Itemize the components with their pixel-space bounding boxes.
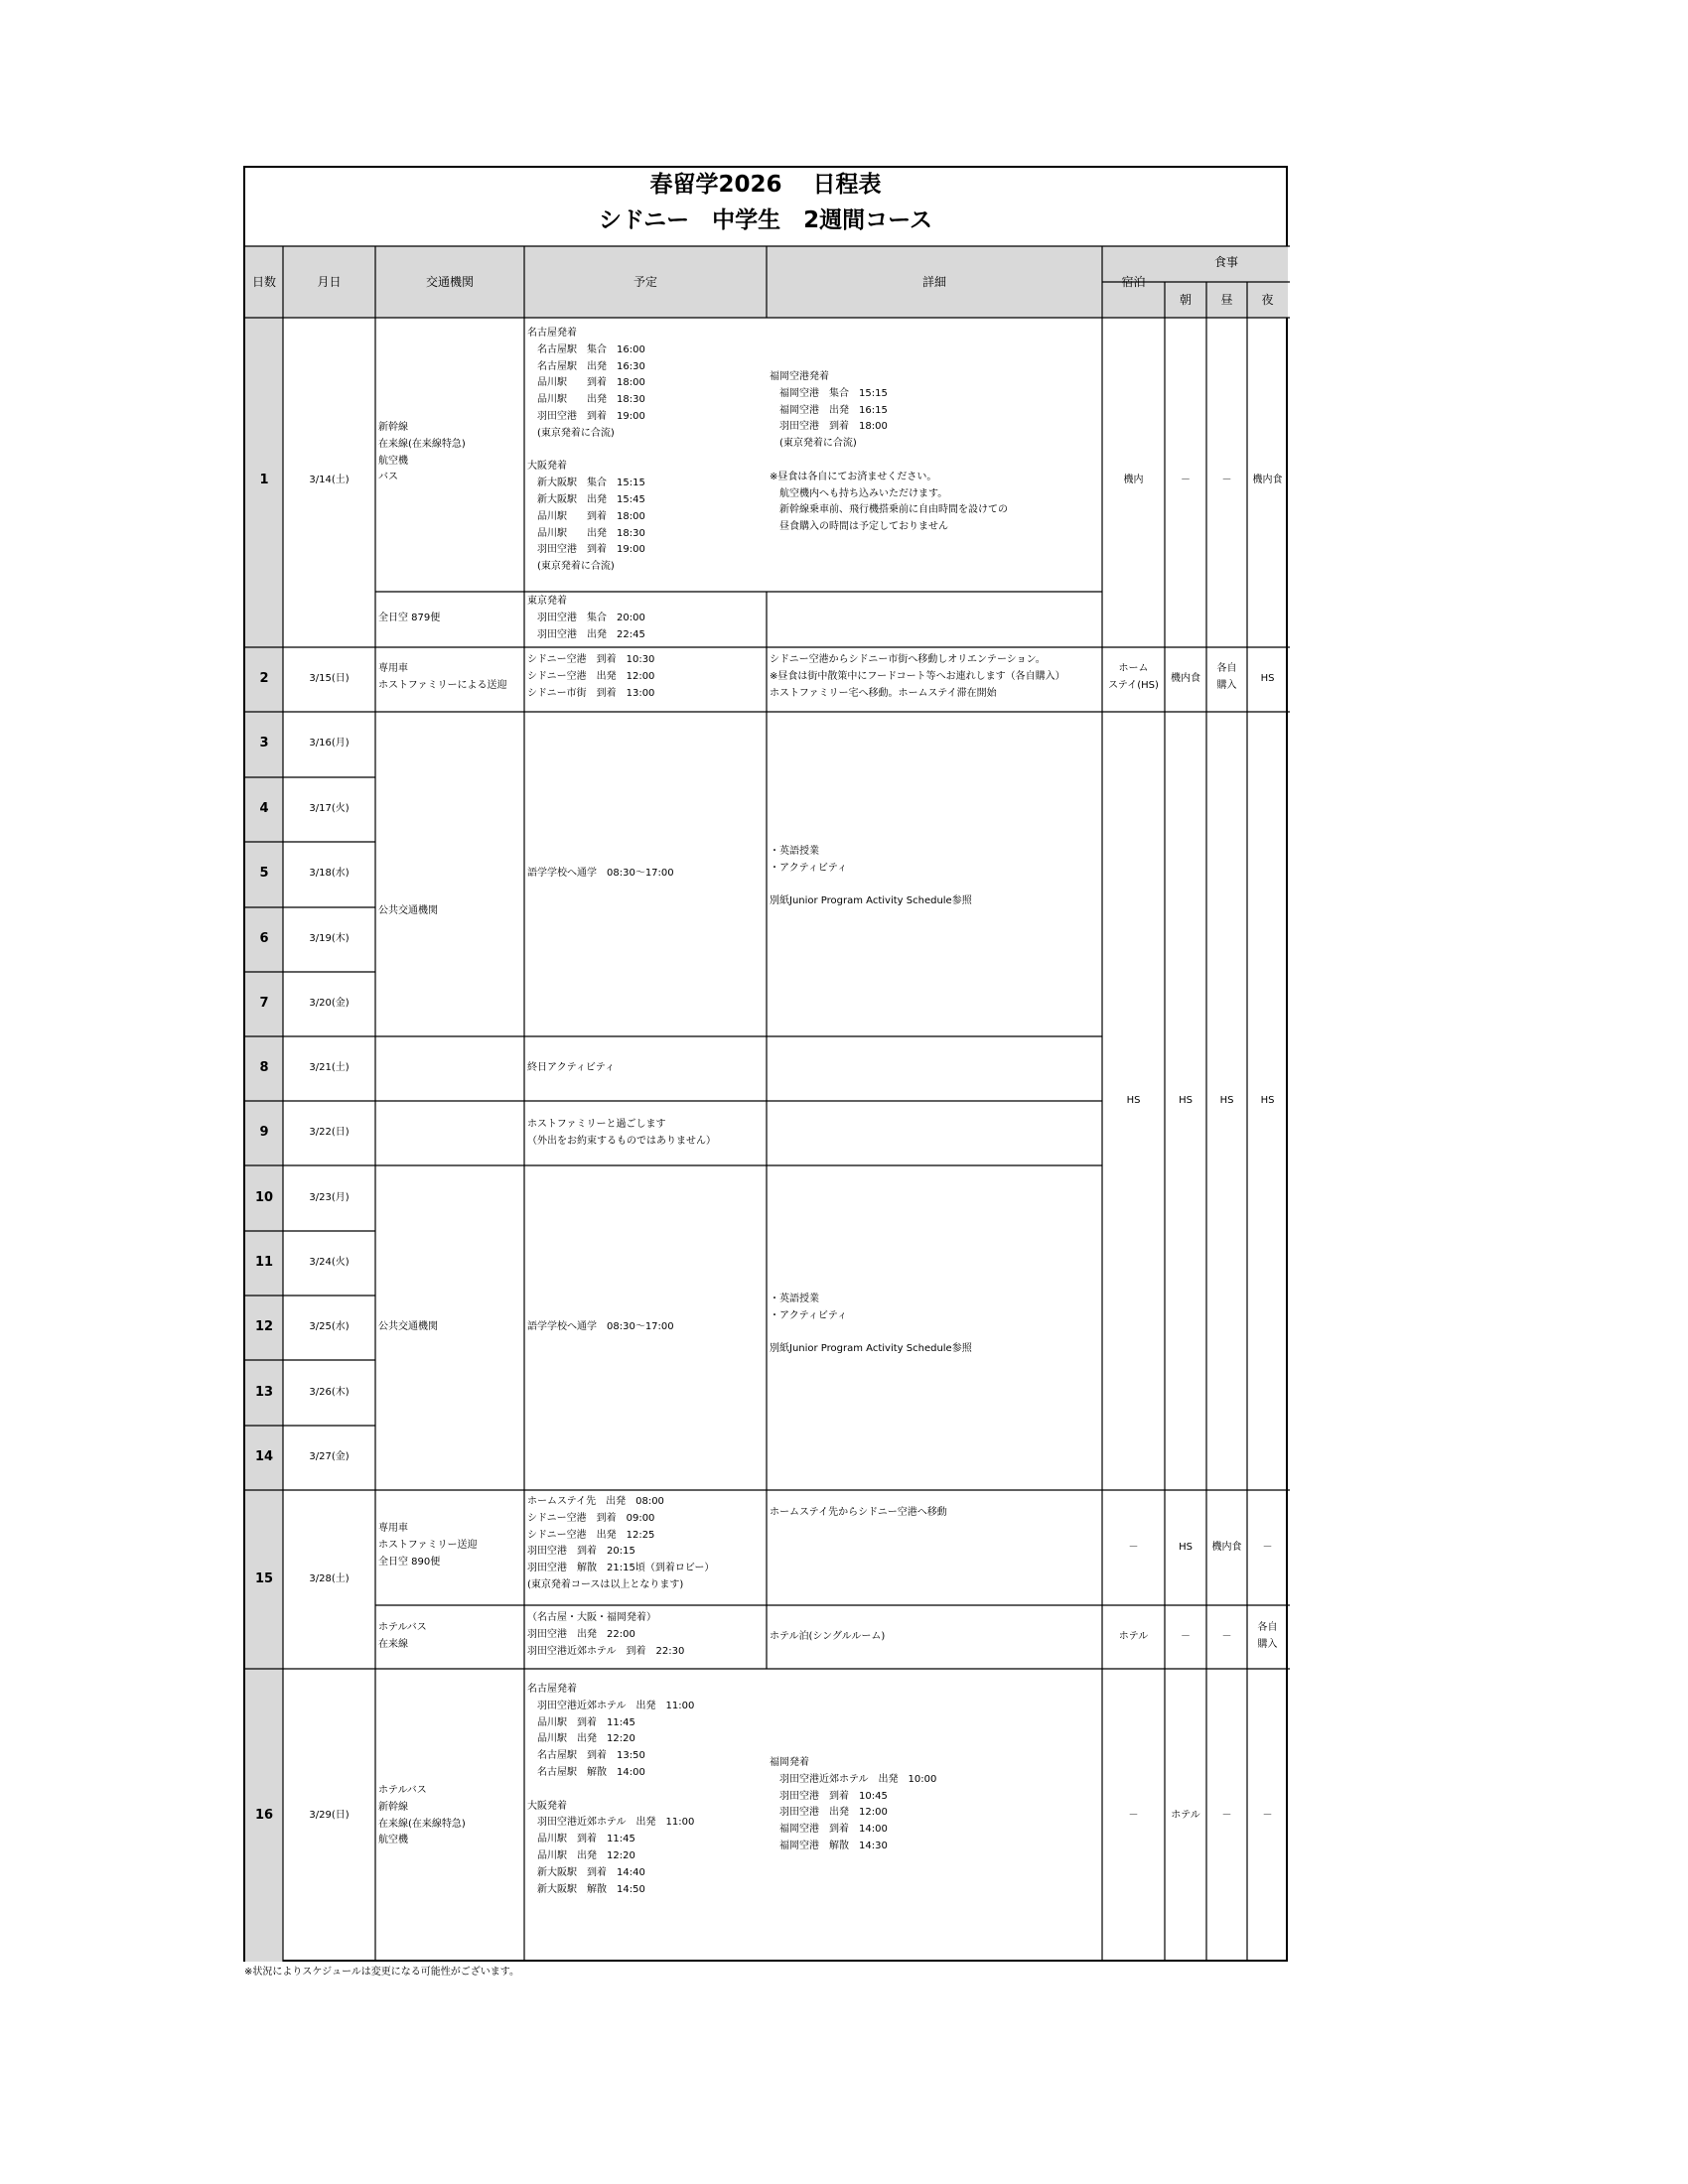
day16-transport: ホテルバス 新幹線 在来線(在来線特急) 航空機 bbox=[378, 1785, 466, 1846]
header-dinner: 夜 bbox=[1261, 293, 1274, 307]
day15-lunch: 機内食 bbox=[1211, 1542, 1242, 1553]
schedule-sheet bbox=[243, 166, 1288, 1962]
date-cell: 3/26(木) bbox=[309, 1387, 350, 1398]
day2-plan: シドニー空港 到着 10:30 シドニー空港 出発 12:00 シドニー市街 到着 13:00 bbox=[527, 654, 655, 699]
hs-lodging: HS bbox=[1126, 1095, 1141, 1106]
day-number: 7 bbox=[259, 996, 269, 1011]
day16-breakfast: ホテル bbox=[1171, 1810, 1200, 1821]
day-number: 5 bbox=[259, 866, 269, 881]
day15-detail-2: ホテル泊(シングルルーム) bbox=[770, 1631, 886, 1642]
header-date: 月日 bbox=[317, 275, 342, 289]
day-number: 16 bbox=[254, 1808, 274, 1823]
week2-detail: ・英語授業 ・アクティビティ 別紙Junior Program Activity Schedule参照 bbox=[770, 1294, 972, 1355]
day1-detail: 福岡空港発着 福岡空港 集合 15:15 福岡空港 出発 16:15 羽田空港 到着 18:00 (東京発着に合流) ※昼食は各自にてお済ませください。 航空機内へも持ち込みいただけます。 新幹線乗車前、飛行機搭乗前に自由時間を設けての 昼食購入の時間は予定しておりません bbox=[770, 371, 1008, 533]
day15-dinner: － bbox=[1262, 1542, 1273, 1553]
day15-lodging: － bbox=[1128, 1542, 1139, 1553]
day-number: 13 bbox=[254, 1385, 274, 1400]
day1-transport: 新幹線 在来線(在来線特急) 航空機 バス bbox=[378, 422, 466, 483]
date-cell: 3/27(金) bbox=[309, 1451, 350, 1462]
day15-breakfast-2: － bbox=[1181, 1631, 1191, 1642]
day-number: 10 bbox=[254, 1190, 274, 1205]
day1-plan: 名古屋発着 名古屋駅 集合 16:00 名古屋駅 出発 16:30 品川駅 到着 18:00 品川駅 出発 18:30 羽田空港 到着 19:00 (東京発着に合流) 大阪発着 新大阪駅 集合 15:15 新大阪駅 出発 15:45 品川駅 到着 18:00 品川駅 出発 18:30 羽田空港 到着 19:00 (東京発着に合流) bbox=[527, 328, 645, 573]
date-cell: 3/28(土) bbox=[309, 1573, 350, 1584]
header-day: 日数 bbox=[251, 275, 276, 289]
hs-breakfast: HS bbox=[1179, 1095, 1193, 1106]
day2-lunch: 各自 購入 bbox=[1216, 663, 1237, 691]
day16-lodging: － bbox=[1128, 1810, 1139, 1821]
day15-plan: ホームステイ先 出発 08:00 シドニー空港 到着 09:00 シドニー空港 出発 12:25 羽田空港 到着 20:15 羽田空港 解散 21:15頃（到着ロビー） (東京発着コースは以上となります) bbox=[527, 1496, 715, 1590]
footnote: ※状況によりスケジュールは変更になる可能性がございます。 bbox=[244, 1967, 519, 1978]
day1-lodging: 機内 bbox=[1123, 475, 1144, 485]
header-lunch: 昼 bbox=[1220, 293, 1233, 307]
day-number: 11 bbox=[254, 1255, 274, 1270]
day-number: 9 bbox=[259, 1125, 269, 1140]
day-number: 14 bbox=[254, 1449, 274, 1464]
date-cell: 3/24(火) bbox=[309, 1257, 350, 1268]
header-breakfast: 朝 bbox=[1179, 293, 1192, 307]
date-cell: 3/29(日) bbox=[309, 1810, 350, 1821]
day8-plan: 終日アクティビティ bbox=[527, 1062, 616, 1073]
day-number: 2 bbox=[259, 671, 269, 686]
day2-lodging: ホーム ステイ(HS) bbox=[1108, 663, 1159, 691]
day15-transport-2: ホテルバス 在来線 bbox=[378, 1622, 427, 1650]
day2-breakfast: 機内食 bbox=[1171, 673, 1200, 684]
day16-lunch: － bbox=[1221, 1810, 1232, 1821]
header-lodging: 宿泊 bbox=[1121, 275, 1146, 289]
hs-lunch: HS bbox=[1219, 1095, 1234, 1106]
day15-breakfast: HS bbox=[1179, 1542, 1193, 1553]
day-number: 12 bbox=[254, 1319, 274, 1334]
page-title: 春留学2026 日程表 bbox=[649, 172, 882, 198]
day-number: 1 bbox=[259, 473, 269, 487]
header-meals: 食事 bbox=[1213, 255, 1238, 269]
header-transport: 交通機関 bbox=[425, 275, 474, 289]
day2-transport: 専用車 ホストファミリーによる送迎 bbox=[378, 663, 507, 691]
date-cell: 3/16(月) bbox=[309, 738, 350, 749]
day16-detail: 福岡発着 羽田空港近郊ホテル 出発 10:00 羽田空港 到着 10:45 羽田空港 出発 12:00 福岡空港 到着 14:00 福岡空港 解散 14:30 bbox=[770, 1757, 937, 1851]
day-number: 6 bbox=[259, 931, 269, 946]
week2-transport: 公共交通機関 bbox=[378, 1321, 438, 1332]
date-cell: 3/15(日) bbox=[309, 673, 350, 684]
day15-detail: ホームステイ先からシドニー空港へ移動 bbox=[770, 1507, 947, 1518]
header-detail: 詳細 bbox=[921, 275, 946, 289]
day2-detail: シドニー空港からシドニー市街へ移動しオリエンテーション。 ※昼食は街中散策中にフードコート等へお連れします（各自購入） ホストファミリー宅へ移動。ホームステイ滞在開始 bbox=[770, 654, 1065, 699]
page-subtitle: シドニー 中学生 2週間コース bbox=[599, 207, 932, 233]
week1-plan: 語学学校へ通学 08:30～17:00 bbox=[527, 868, 674, 879]
day16-plan: 名古屋発着 羽田空港近郊ホテル 出発 11:00 品川駅 到着 11:45 品川駅 出発 12:20 名古屋駅 到着 13:50 名古屋駅 解散 14:00 大阪発着 羽田空港近郊ホテル 出発 11:00 品川駅 到着 11:45 品川駅 出発 12:20 新大阪駅 到着 14:40 新大阪駅 解散 14:50 bbox=[527, 1684, 695, 1895]
day2-dinner: HS bbox=[1260, 673, 1275, 684]
hs-dinner: HS bbox=[1260, 1095, 1275, 1106]
date-cell: 3/25(水) bbox=[309, 1321, 350, 1332]
day-number: 8 bbox=[259, 1060, 269, 1075]
day15-plan-2: （名古屋・大阪・福岡発着） 羽田空港 出発 22:00 羽田空港近郊ホテル 到着 22:30 bbox=[527, 1612, 685, 1657]
date-cell: 3/22(日) bbox=[309, 1127, 350, 1138]
day1-transport-2: 全日空 879便 bbox=[378, 613, 441, 623]
day1-dinner: 機内食 bbox=[1252, 475, 1283, 485]
day15-lodging-2: ホテル bbox=[1118, 1631, 1149, 1642]
week2-plan: 語学学校へ通学 08:30～17:00 bbox=[527, 1321, 674, 1332]
day-number: 15 bbox=[254, 1571, 274, 1586]
day1-plan-2: 東京発着 羽田空港 集合 20:00 羽田空港 出発 22:45 bbox=[527, 596, 645, 640]
day1-lunch: － bbox=[1221, 475, 1232, 485]
day16-dinner: － bbox=[1262, 1810, 1273, 1821]
day-number: 4 bbox=[259, 801, 269, 816]
day15-dinner-2: 各自 購入 bbox=[1257, 1622, 1278, 1650]
week1-transport: 公共交通機関 bbox=[378, 905, 438, 916]
date-cell: 3/17(火) bbox=[309, 803, 350, 814]
header-plan: 予定 bbox=[633, 275, 657, 289]
week1-detail: ・英語授業 ・アクティビティ 別紙Junior Program Activity Schedule参照 bbox=[770, 846, 972, 907]
day9-plan: ホストファミリーと過ごします （外出をお約束するものではありません） bbox=[527, 1119, 716, 1147]
day1-breakfast: － bbox=[1181, 475, 1191, 485]
date-cell: 3/20(金) bbox=[309, 998, 350, 1009]
date-cell: 3/19(木) bbox=[309, 933, 350, 944]
day15-lunch-2: － bbox=[1221, 1631, 1232, 1642]
date-cell: 3/18(水) bbox=[309, 868, 350, 879]
date-cell: 3/23(月) bbox=[309, 1192, 350, 1203]
day15-transport: 専用車 ホストファミリー送迎 全日空 890便 bbox=[378, 1523, 478, 1568]
date-cell: 3/21(土) bbox=[309, 1062, 350, 1073]
day-number: 3 bbox=[259, 736, 269, 751]
date-cell: 3/14(土) bbox=[309, 475, 350, 485]
